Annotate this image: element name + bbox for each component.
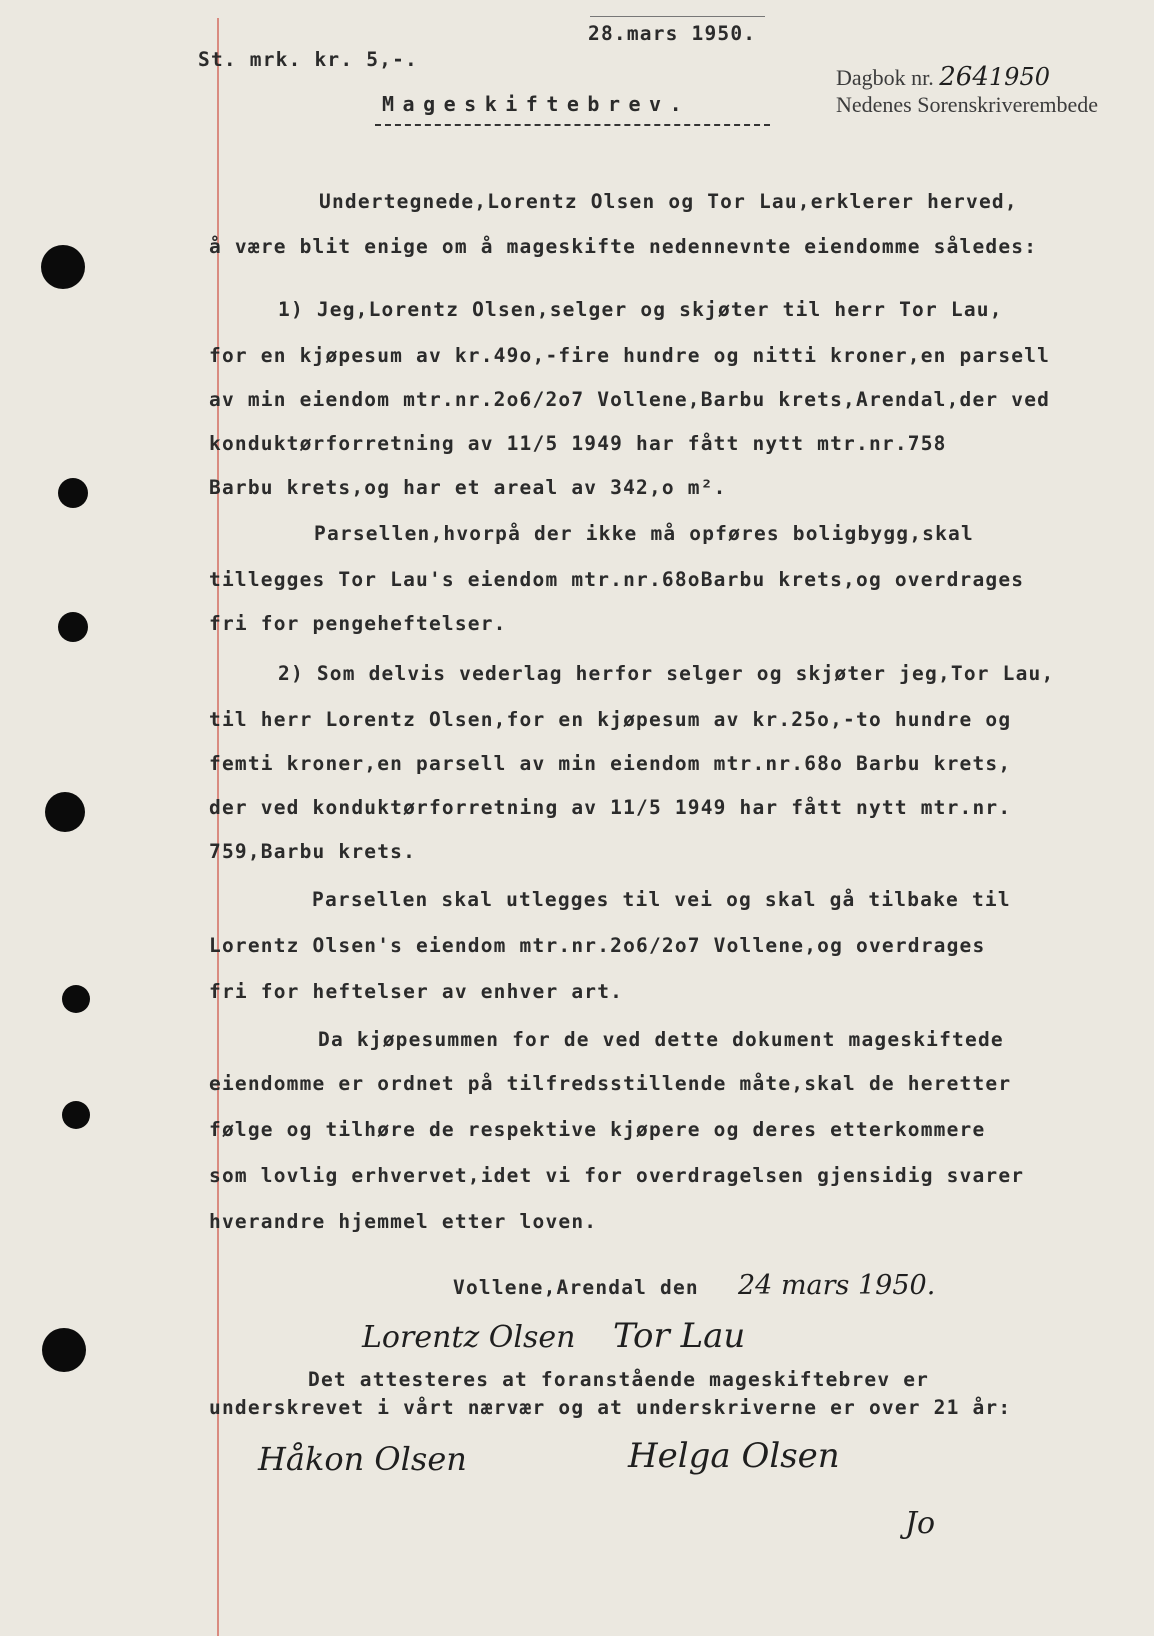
punch-hole [42,1328,86,1372]
place-line: Vollene,Arendal den [453,1276,699,1299]
registry-year: 1950 [988,63,1050,91]
body-line: femti kroner,en parsell av min eiendom mtr.nr.68o Barbu krets, [209,752,1012,775]
body-line: som lovlig erhvervet,idet vi for overdragelsen gjensidig svarer [209,1164,1025,1187]
body-line: å være blit enige om å mageskifte nedennevnte eiendomme således: [209,235,1038,258]
body-line: Lorentz Olsen's eiendom mtr.nr.2o6/2o7 Vollene,og overdrages [209,934,986,957]
punch-hole [45,792,85,832]
attestation-line: Det attesteres at foranstående mageskiftebrev er [308,1368,930,1391]
stamp-duty: St. mrk. kr. 5,-. [198,48,418,71]
punch-hole [41,245,85,289]
body-line: konduktørforretning av 11/5 1949 har fått nytt mtr.nr.758 [209,432,947,455]
body-line: følge og tilhøre de respektive kjøpere og deres etterkommere [209,1118,986,1141]
witness1-signature: Håkon Olsen [258,1440,467,1478]
registry-stamp [836,62,1050,92]
body-line: av min eiendom mtr.nr.2o6/2o7 Vollene,Barbu krets,Arendal,der ved [209,388,1051,411]
attestation-line: underskrevet i vårt nærvær og at underskriverne er over 21 år: [209,1396,1012,1419]
document-date: 28.mars 1950. [588,22,757,45]
body-line: for en kjøpesum av kr.49o,-fire hundre og nitti kroner,en parsell [209,344,1051,367]
clerk-initials: Jo [905,1506,936,1541]
registry-office: Nedenes Sorenskriverembede [836,92,1099,117]
body-line: Parsellen skal utlegges til vei og skal gå tilbake til [312,888,1011,911]
punch-hole [58,612,88,642]
body-line: Undertegnede,Lorentz Olsen og Tor Lau,erklerer herved, [319,190,1018,213]
body-line: til herr Lorentz Olsen,for en kjøpesum av kr.25o,-to hundre og [209,708,1012,731]
body-line: hverandre hjemmel etter loven. [209,1210,598,1233]
signature-party2: Tor Lau [613,1316,746,1356]
witness2-signature: Helga Olsen [628,1436,840,1476]
body-line: eiendomme er ordnet på tilfredsstillende måte,skal de heretter [209,1072,1012,1095]
body-line: 2) Som delvis vederlag herfor selger og skjøter jeg,Tor Lau, [278,662,1055,685]
punch-hole [58,478,88,508]
signature-party1: Lorentz Olsen [362,1320,576,1355]
document-title: Mageskiftebrev. [382,92,691,116]
body-line: fri for heftelser av enhver art. [209,980,624,1003]
punch-hole [62,985,90,1013]
top-ruled-line [590,16,765,17]
body-line: tillegges Tor Lau's eiendom mtr.nr.68oBarbu krets,og overdrages [209,568,1025,591]
body-line: Parsellen,hvorpå der ikke må opføres boligbygg,skal [314,522,974,545]
body-line: Da kjøpesummen for de ved dette dokument mageskiftede [318,1028,1004,1051]
title-underline [375,124,770,126]
body-line: fri for pengeheftelser. [209,612,507,635]
margin-rule [217,18,219,1636]
registry-label: Dagbok nr. [836,65,934,90]
body-line: 759,Barbu krets. [209,840,417,863]
punch-hole [62,1101,90,1129]
body-line: Barbu krets,og har et areal av 342,o m². [209,476,727,499]
registry-number: 264 [939,62,989,92]
body-line: der ved konduktørforretning av 11/5 1949 har fått nytt mtr.nr. [209,796,1012,819]
signing-date: 24 mars 1950. [738,1270,936,1301]
body-line: 1) Jeg,Lorentz Olsen,selger og skjøter til herr Tor Lau, [278,298,1003,321]
